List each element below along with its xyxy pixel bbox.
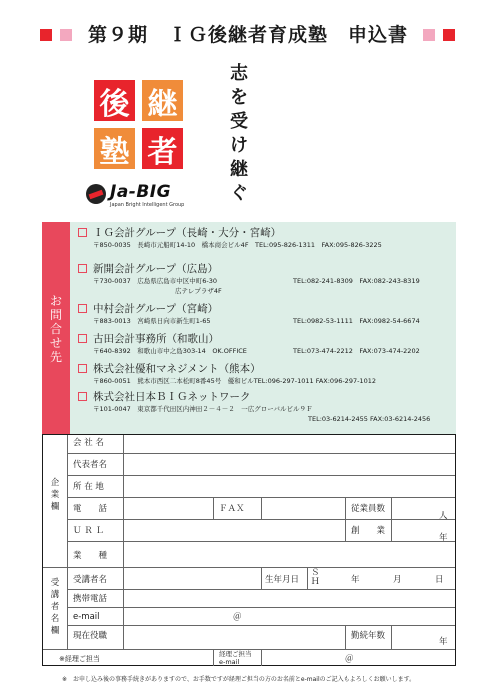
logo-char: 塾 [92, 126, 137, 171]
globe-icon [86, 184, 106, 204]
industry-label: 業 種 [73, 551, 108, 561]
line-right: TEL:073-474-2212 FAX:073-474-2202 [293, 347, 420, 355]
group-label: ＩＧ会計グループ（長崎・大分・宮崎） [93, 227, 282, 239]
month-label: 月 [393, 575, 402, 585]
tab-char: お [49, 294, 62, 308]
checkbox-icon[interactable] [78, 364, 87, 373]
attendee-section-label [49, 577, 61, 637]
row-divider [67, 541, 455, 542]
era-label [311, 569, 320, 587]
line-right: TEL:082-241-8309 FAX:082-243-8319 [293, 277, 420, 285]
logo-char: 後 [92, 78, 137, 123]
contact-tab-label [49, 294, 63, 364]
group-label: 古田会計事務所（和歌山） [93, 333, 219, 345]
col-divider [123, 435, 124, 649]
contact-group [78, 302, 456, 326]
red-square-icon [40, 29, 52, 41]
line-right: TEL:03-6214-2455 FAX:03-6214-2456 [308, 415, 431, 423]
slogan-char: 志 [230, 63, 248, 84]
employees-unit: 人 [439, 511, 448, 521]
day-label: 日 [435, 575, 444, 585]
checkbox-icon[interactable] [78, 228, 87, 237]
brand-name: Ja-BIG [110, 182, 172, 202]
school-logo [92, 78, 188, 174]
header [0, 22, 495, 48]
mobile-label: 携帯電話 [73, 594, 108, 604]
row-divider [67, 625, 455, 626]
col-divider [307, 567, 308, 589]
row-divider [67, 607, 455, 608]
tenure-unit: 年 [439, 637, 448, 647]
section-divider [43, 567, 455, 568]
attendee-name-label: 受講者名 [73, 575, 108, 585]
pink-square-icon [423, 29, 435, 41]
tab-char: 合 [49, 322, 62, 336]
era-heisei: Ｈ [311, 577, 320, 587]
col-divider [345, 625, 346, 649]
application-form [42, 434, 456, 666]
email-label: e-mail [73, 612, 100, 622]
slogan-char: け [230, 135, 248, 156]
birthdate-label: 生年月日 [265, 575, 300, 585]
at-sign: ＠ [345, 654, 354, 664]
contact-line [78, 414, 456, 424]
tab-char: 先 [49, 350, 62, 364]
col-divider [345, 497, 346, 541]
slogan-char: 継 [230, 159, 248, 180]
section-char: 欄 [50, 502, 60, 512]
founded-unit: 年 [439, 533, 448, 543]
contact-group [78, 262, 456, 296]
contact-group-name [78, 390, 456, 404]
contact-group-name [78, 302, 456, 316]
checkbox-icon[interactable] [78, 304, 87, 313]
row-divider [67, 589, 455, 590]
contact-group-name [78, 226, 456, 240]
col-divider [67, 435, 68, 649]
contact-group-name [78, 362, 456, 376]
accounting-contact-label: ※経理ご担当 [59, 655, 100, 663]
address-label: 所 在 地 [73, 482, 104, 492]
company-name-label: 会 社 名 [73, 438, 104, 448]
contact-group [78, 362, 456, 386]
footnote: ※ お申し込み後の事務手続きがありますので、お手数ですが経理ご担当の方のお名前とe-mailのご記入もよろしくお願いします。 [62, 676, 416, 683]
contact-line [78, 346, 456, 356]
group-label: 株式会社優和マネジメント（熊本） [93, 363, 261, 375]
logo-char: 継 [140, 78, 185, 123]
row-divider [67, 519, 455, 520]
line-left: 〒640-8392 和歌山市中之島303-14 OK.OFFICE [93, 347, 247, 355]
ja-big-logo [86, 182, 206, 212]
contact-line [78, 286, 456, 296]
col-divider [213, 497, 214, 519]
red-square-icon [443, 29, 455, 41]
accounting-email-line: 経理ご担当 [219, 650, 252, 658]
group-label: 新開会計グループ（広島） [93, 263, 219, 275]
contact-line [78, 376, 456, 386]
section-char: 受 [50, 578, 60, 588]
section-char: 欄 [50, 626, 60, 636]
contact-group [78, 390, 456, 424]
section-char: 企 [50, 478, 60, 488]
tab-char: せ [49, 336, 62, 350]
line-left: 〒730-0037 広島県広島市中区中町6-30 [93, 277, 218, 285]
group-label: 中村会計グループ（宮崎） [93, 303, 219, 315]
contact-line [78, 316, 456, 326]
col-divider [391, 497, 392, 541]
contact-line [78, 240, 456, 250]
accounting-email-label [219, 650, 252, 666]
checkbox-icon[interactable] [78, 392, 87, 401]
contact-group-name [78, 332, 456, 346]
slogan-char: 受 [230, 111, 248, 132]
representative-label: 代表者名 [73, 460, 108, 470]
checkbox-icon[interactable] [78, 264, 87, 273]
section-char: 業 [50, 490, 60, 500]
founded-label: 創 業 [351, 526, 386, 536]
brand-tagline: Japan Bright Intelligent Group [110, 202, 185, 208]
line-right: 広テレプラザ4F [175, 287, 222, 295]
line-left: 〒860-0051 熊本市西区二本松町8番45号 優和ビルTEL:096-297-1011 FAX:096-297-1012 [93, 377, 376, 385]
logo-char: 者 [140, 126, 185, 171]
section-char: 名 [50, 614, 60, 624]
accounting-email-line: e-mail [219, 658, 240, 666]
year-label: 年 [351, 575, 360, 585]
page-title: 第９期 ＩＧ後継者育成塾 申込書 [87, 24, 408, 46]
col-divider [261, 649, 262, 666]
section-char: 講 [50, 590, 60, 600]
slogan-char: を [230, 87, 248, 108]
tenure-label: 勤続年数 [351, 631, 386, 641]
col-divider [391, 625, 392, 649]
contact-tab [42, 222, 70, 434]
contact-line [78, 276, 456, 286]
line-left: 〒101-0047 東京都千代田区内神田２－４－２ 一広グローバルビル９Ｆ [93, 405, 313, 413]
company-section-label [49, 477, 61, 513]
col-divider [261, 567, 262, 589]
col-divider [213, 649, 214, 666]
line-right: TEL:0982-53-1111 FAX:0982-54-6674 [293, 317, 420, 325]
era-showa: Ｓ [311, 568, 320, 578]
checkbox-icon[interactable] [78, 334, 87, 343]
section-char: 者 [50, 602, 60, 612]
tab-char: 問 [49, 308, 62, 322]
col-divider [261, 497, 262, 519]
line-left: 〒850-0035 長崎市元船町14-10 橋本商会ビル4F TEL:095-826-1311 FAX:095-826-3225 [93, 241, 382, 249]
contact-line [78, 404, 456, 414]
contact-group-name [78, 262, 456, 276]
contact-group [78, 226, 456, 250]
contact-group [78, 332, 456, 356]
fax-label: ＦＡＸ [219, 504, 245, 514]
slogan [226, 62, 252, 206]
row-divider [67, 475, 455, 476]
at-sign: ＠ [233, 612, 242, 622]
url-label: Ｕ Ｒ Ｌ [73, 526, 104, 536]
pink-square-icon [60, 29, 72, 41]
employees-label: 従業員数 [351, 504, 386, 514]
row-divider [67, 453, 455, 454]
group-label: 株式会社日本ＢＩＧネットワーク [93, 391, 251, 403]
position-label: 現在役職 [73, 631, 108, 641]
line-left: 〒883-0013 宮崎県日向市新生町1-65 [93, 317, 211, 325]
phone-label: 電 話 [73, 504, 108, 514]
slogan-char: ぐ [230, 183, 248, 204]
